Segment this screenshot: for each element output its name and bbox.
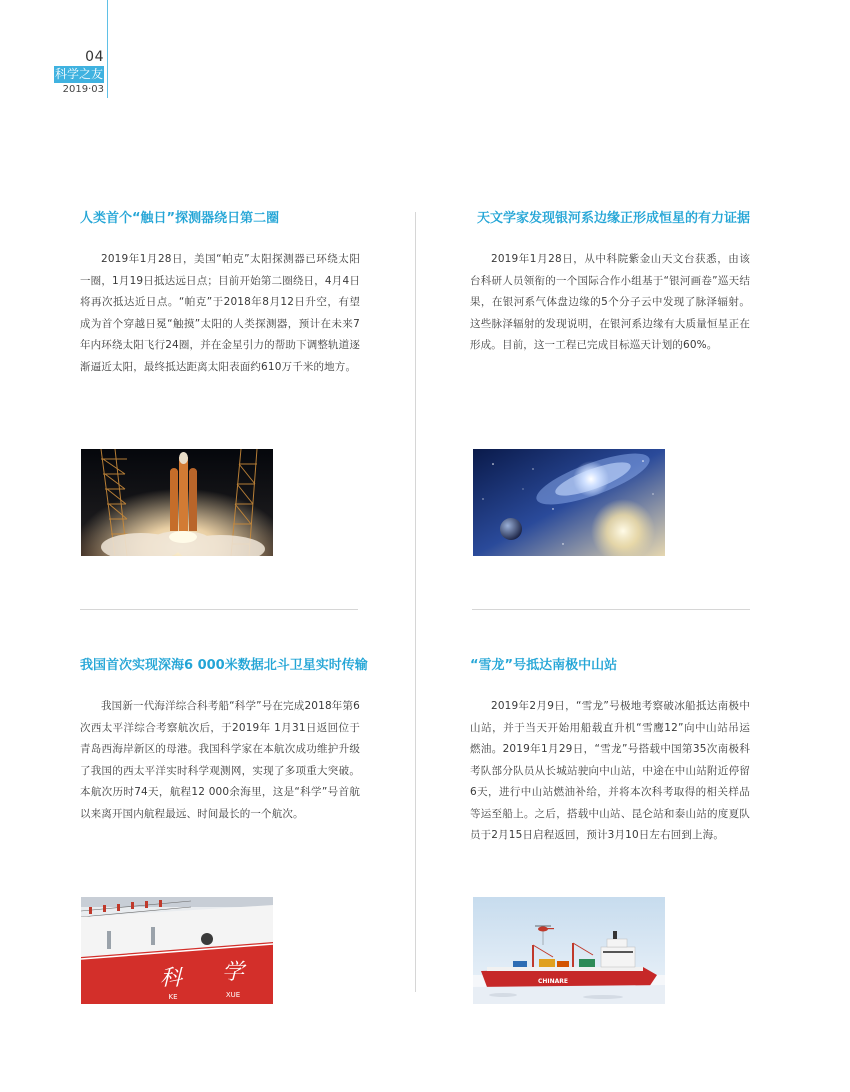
article-title: 天文学家发现银河系边缘正形成恒星的有力证据: [476, 211, 750, 226]
section-tag: 科学之友: [54, 67, 103, 81]
article-body: 我国新一代海洋综合科考船“科学”号在完成2018年第6次西太平洋综合考察航次后，于2019年 1月31日返回位于青岛西海岸新区的母港。我国科学家在本航次成功维护升级了我国的西太平洋实时科学观测网，实现了多项重大突破。本航次历时74天，航程12 000余海里，这是“科学”号首航以来离开国内航程最远、时间最长的一个航次。: [80, 700, 360, 820]
article-body: 2019年1月28日，美国“帕克”太阳探测器已环绕太阳一圈，1月19日抵达远日点；目前开始第二圈绕日，4月4日将再次抵达近日点。“帕克”于2018年8月12日升空，有望成为首个穿越日冕“触摸”太阳的人类探测器，预计在未来7年内环绕太阳飞行24圈，并在金星引力的帮助下调整轨道逐渐逼近太阳，最终抵达距离太阳表面约610万千米的地方。: [80, 253, 360, 373]
page-number: 04: [85, 49, 104, 65]
column-divider: [415, 212, 416, 992]
article-parker-probe: [80, 209, 360, 378]
article-title: “雪龙”号抵达南极中山站: [470, 658, 618, 673]
article-xuelong-zhongshan: [470, 656, 750, 847]
ship-name-char-2: 学: [221, 960, 245, 985]
rocket-launch-photo: [81, 449, 273, 556]
section-rule-left: [80, 609, 358, 610]
icebreaker-photo: [473, 897, 665, 1004]
ship-name-char-1: 科: [159, 966, 183, 991]
article-title: 我国首次实现深海6 000米数据北斗卫星实时传输: [80, 658, 368, 673]
issue-date: 2019·03: [62, 84, 104, 95]
article-title: 人类首个“触日”探测器绕日第二圈: [80, 211, 280, 226]
galaxy-photo: [473, 449, 665, 556]
article-body: 2019年1月28日，从中科院紫金山天文台获悉，由该台科研人员领衔的一个国际合作小组基于“银河画卷”巡天结果，在银河系气体盘边缘的5个分子云中发现了脉泽辐射。这些脉泽辐射的发现说明，在银河系边缘有大质量恒星正在形成。目前，这一工程已完成目标巡天计划的60%。: [470, 253, 750, 351]
article-galaxy-star-formation: [470, 209, 750, 357]
ship-name-latin-2: XUE: [225, 991, 241, 999]
icebreaker-hull-text: CHINARE: [537, 978, 569, 985]
article-body: 2019年2月9日，“雪龙”号极地考察破冰船抵达南极中山站，并于当天开始用船载直升机“雪鹰12”向中山站吊运燃油。2019年1月29日，“雪龙”号搭载中国第35次南极科考队部分队员从长城站驶向中山站，中途在中山站附近停留6天，进行中山站燃油补给，并将本次科考取得的相关样品等运至船上。之后，搭载中山站、昆仑站和泰山站的度夏队员于2月15日启程返回，预计3月10日左右回到上海。: [470, 700, 750, 841]
research-ship-photo: [81, 897, 273, 1004]
ship-name-latin-1: KE: [168, 993, 178, 1001]
article-deep-sea-beidou: [80, 656, 368, 825]
header-vertical-line: [107, 0, 108, 98]
section-rule-right: [472, 609, 750, 610]
